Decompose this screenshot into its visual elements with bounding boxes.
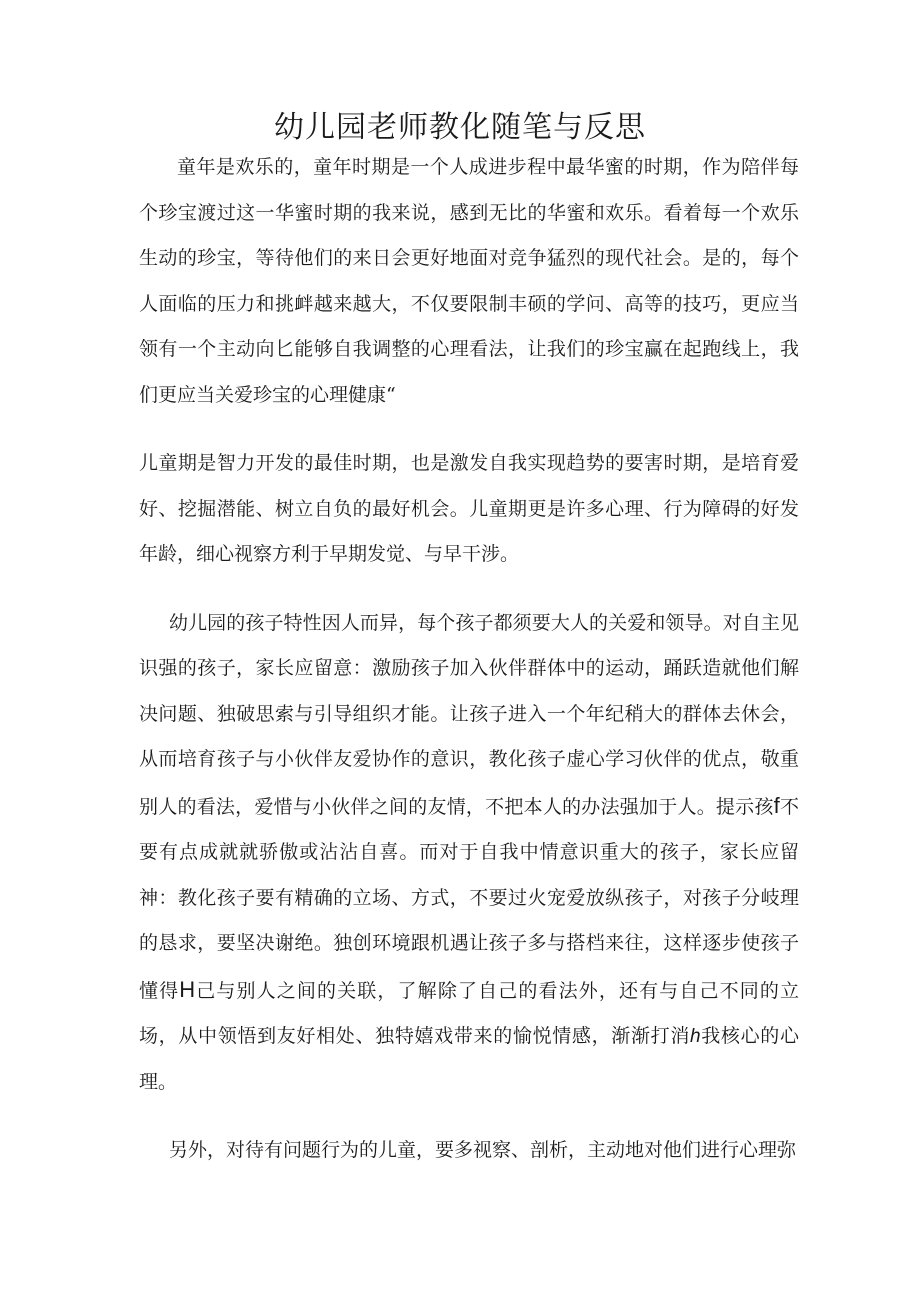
paragraph-3-part-d: 我核心的心理。 <box>139 1025 799 1093</box>
document-title: 幼儿园老师教化随笔与反思 <box>274 110 646 145</box>
paragraph-3-glyph-h2: h <box>690 1026 701 1047</box>
paragraph-3-glyph-f: f <box>773 792 780 818</box>
paragraph-2: 儿童期是智力开发的最佳时期，也是激发自我实现趋势的要害时期，是培育爱好、挖掘潜能、树立自负的最好机会。儿童期更是许多心理、行为障碍的好发年龄，细心视察方利于早期发觉、与早干涉。 <box>139 452 799 565</box>
paragraph-1: 童年是欢乐的，童年时期是一个人成进步程中最华蜜的时期，作为陪伴每个珍宝渡过这一华蜜时期的我来说，感到无比的华蜜和欢乐。看着每一个欢乐生动的珍宝，等待他们的来日会更好地面对竞争猛烈的现代社会。是的，每个人面临的压力和挑衅越来越大，不仅要限制丰硕的学问、高等的技巧，更应当领有一个主动向匕能够自我调整的心理看法，让我们的珍宝赢在起跑线上，我们更应当关爱珍宝的心理健康“ <box>139 156 799 406</box>
paragraph-3-part-c: 己与别人之间的关联，了解除了自己的看法外，还有与自己不同的立场，从中领悟到友好相处、独特嬉戏带来的愉悦情感，渐渐打消 <box>139 979 799 1047</box>
paragraph-3 <box>139 601 799 1106</box>
paragraph-3-glyph-h: H <box>179 976 196 1002</box>
paragraph-3-part-a: 幼儿园的孩子特性因人而异，每个孩子都须要大人的关爱和领导。对自主见识强的孩子，家长应留意：激励孩子加入伙伴群体中的运动，踊跃造就他们解决问题、独破思索与引导组织才能。让孩子进入一个年纪稍大的群体去休会，从而培育孩子与小伙伴友爱协作的意识，教化孩子虚心学习伙伴的优点，敬重别人的看法，爱惜与小伙伴之间的友情，不把本人的办法强加于人。提示孩 <box>139 611 799 818</box>
document-body <box>139 145 799 1174</box>
paragraph-4: 另外，对待有问题行为的儿童，要多视察、剖析，主动地对他们进行心理弥 <box>169 1139 797 1161</box>
paragraph-3-part-b: 不要有点成就就骄傲或沾沾自喜。而对于自我中情意识重大的孩子，家长应留神：教化孩子要有精确的立场、方式，不要过火宠爱放纵孩子，对孩子分岐理的恳求，要坚决谢绝。独创环境跟机遇让孩子多与搭档来往，这样逐步使孩子懂得 <box>139 795 799 1002</box>
